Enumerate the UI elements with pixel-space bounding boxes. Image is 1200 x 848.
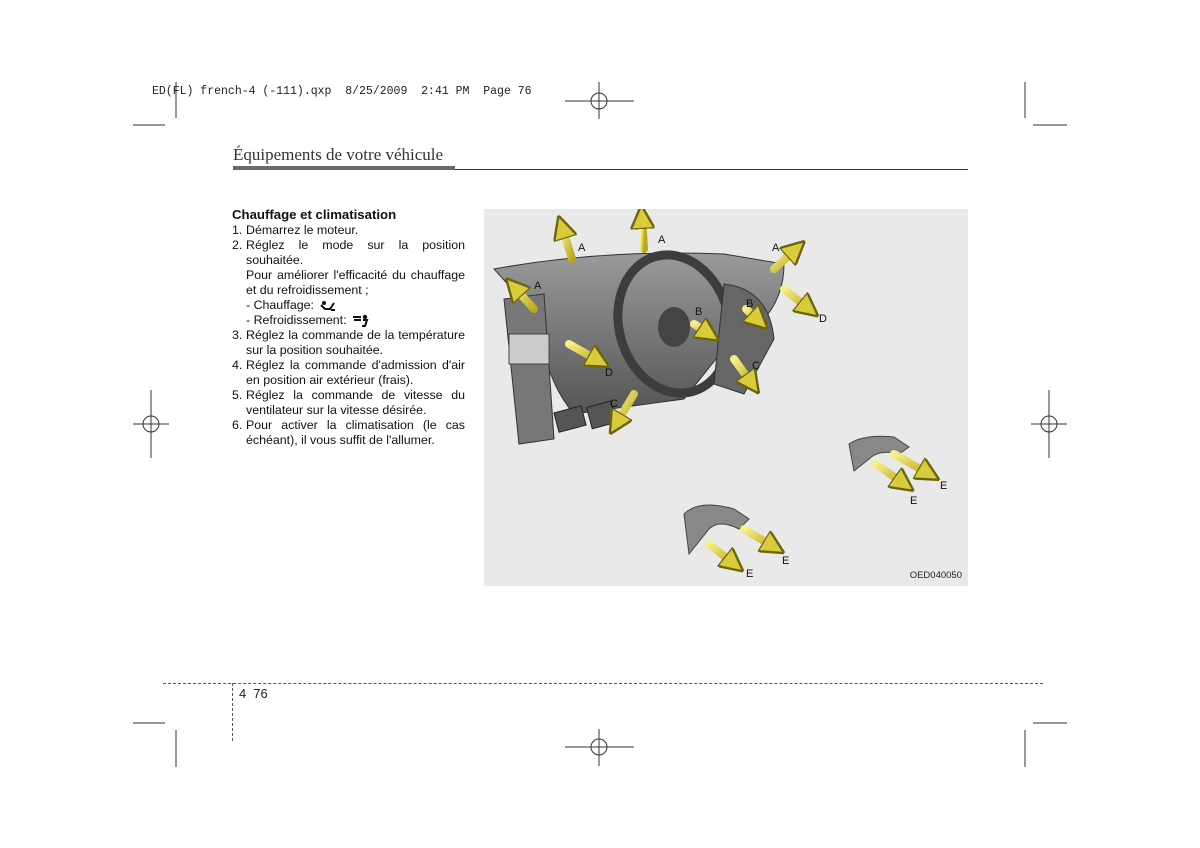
label-c: C (752, 360, 760, 372)
instructions (232, 207, 465, 448)
step-1: 1. Démarrez le moteur. (232, 223, 359, 237)
floor-mode-icon (318, 300, 336, 312)
section-title: Équipements de votre véhicule (233, 145, 444, 164)
step-4: 4. Réglez la commande d'admission d'air en position air extérieur (frais). (232, 358, 465, 387)
figure-caption: OED040050 (909, 570, 962, 581)
label-e: E (782, 555, 790, 567)
cooling-mode: - Refroidissement: (246, 313, 465, 328)
label-a: A (772, 242, 780, 254)
label-d: D (819, 313, 827, 325)
label-e: E (940, 480, 948, 492)
footer-divider (232, 683, 233, 741)
page-number-value: 76 (253, 686, 268, 701)
title-underline (233, 166, 455, 170)
title-rule (455, 169, 968, 170)
dashboard-drawing (484, 209, 968, 586)
chapter-number: 4 (239, 686, 247, 701)
page-number (239, 686, 268, 701)
step-6: 6. Pour activer la climatisation (le cas échéant), il vous suffit de l'allumer. (232, 418, 465, 447)
pedal (554, 406, 586, 433)
label-e: E (746, 568, 754, 580)
efficiency-note: Pour améliorer l'efficacité du chauffage et du refroidissement ; (246, 268, 465, 297)
step-5: 5. Réglez la commande de vitesse du ventilateur sur la vitesse désirée. (232, 388, 465, 417)
instructions-heading: Chauffage et climatisation (232, 207, 397, 222)
label-a: A (578, 242, 586, 254)
step-2: 2. Réglez le mode sur la position souhaitée. (232, 238, 465, 267)
label-e: E (910, 495, 918, 507)
label-c: C (610, 398, 618, 410)
label-b: B (746, 298, 754, 310)
label-a: A (658, 234, 666, 246)
footer-rule (163, 683, 1043, 684)
door-label (509, 334, 549, 364)
label-b: B (695, 306, 703, 318)
vent-illustration (484, 209, 968, 586)
label-a: A (534, 280, 542, 292)
printer-slug: ED(FL) french-4 (-111).qxp 8/25/2009 2:41 PM Page 76 (152, 85, 532, 98)
label-d: D (605, 367, 613, 379)
face-mode-icon (351, 314, 371, 328)
heating-mode: - Chauffage: (246, 298, 465, 313)
step-3: 3. Réglez la commande de la température sur la position souhaitée. (232, 328, 465, 357)
